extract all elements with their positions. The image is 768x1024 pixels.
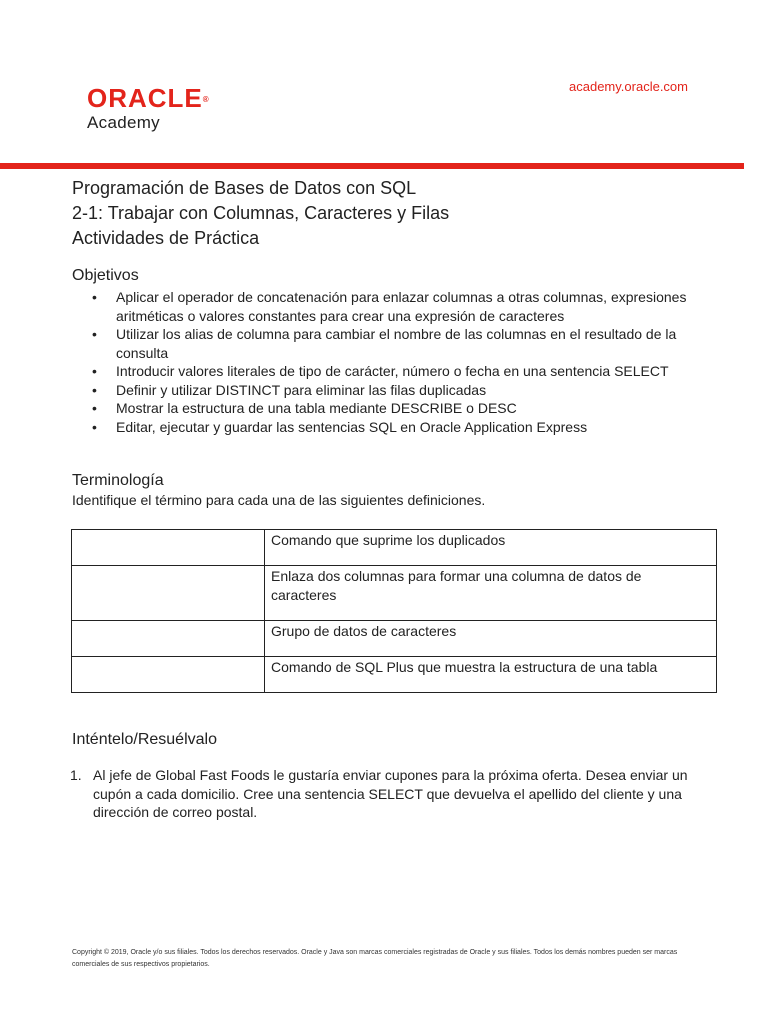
registered-mark: ®	[202, 95, 210, 104]
header-divider	[0, 163, 744, 169]
table-row	[72, 621, 717, 657]
list-item: • Editar, ejecutar y guardar las sentencias SQL en Oracle Application Express	[72, 418, 712, 437]
definition-cell: Grupo de datos de caracteres	[265, 621, 717, 657]
list-item	[72, 766, 712, 822]
term-answer-cell[interactable]	[72, 566, 265, 621]
logo-subtitle: Academy	[87, 113, 160, 132]
oracle-academy-logo	[87, 85, 210, 133]
objectives-heading: Objetivos	[72, 267, 139, 284]
term-answer-cell[interactable]	[72, 621, 265, 657]
document-titles	[72, 176, 449, 251]
list-item: • Mostrar la estructura de una tabla mediante DESCRIBE o DESC	[72, 399, 712, 418]
terminology-heading: Terminología	[72, 472, 164, 489]
list-item: • Definir y utilizar DISTINCT para eliminar las filas duplicadas	[72, 381, 712, 400]
table-row	[72, 657, 717, 693]
question-text: Al jefe de Global Fast Foods le gustaría enviar cupones para la próxima oferta. Desea enviar un cupón a cada domicilio. Cree una sentencia SELECT que devuelva el apellido del cliente y una dirección de correo postal.	[93, 767, 688, 820]
table-row	[72, 530, 717, 566]
question-number: 1.	[70, 767, 82, 783]
definition-cell: Enlaza dos columnas para formar una columna de datos de caracteres	[265, 566, 717, 621]
list-item: • Aplicar el operador de concatenación para enlazar columnas a otras columnas, expresiones aritméticas o valores constantes para crear una expresión de caracteres	[72, 288, 712, 325]
activity-title: Actividades de Práctica	[72, 228, 260, 248]
terminology-table	[71, 529, 717, 693]
term-answer-cell[interactable]	[72, 530, 265, 566]
list-item: • Utilizar los alias de columna para cambiar el nombre de las columnas en el resultado de la consulta	[72, 325, 712, 362]
lesson-title: 2-1: Trabajar con Columnas, Caracteres y Filas	[72, 203, 450, 223]
table-row	[72, 566, 717, 621]
practice-heading: Inténtelo/Resuélvalo	[72, 731, 217, 748]
definition-cell: Comando de SQL Plus que muestra la estructura de una tabla	[265, 657, 717, 693]
course-title: Programación de Bases de Datos con SQL	[72, 178, 417, 198]
practice-list	[72, 766, 712, 822]
definition-cell: Comando que suprime los duplicados	[265, 530, 717, 566]
objectives-list	[72, 288, 712, 436]
copyright-footer: Copyright © 2019, Oracle y/o sus filiales. Todos los derechos reservados. Oracle y Java son marcas comerciales registradas de Oracle y sus filiales. Todos los demás nombres pueden ser marcas comerciales de sus respectivos propietarios.	[72, 949, 678, 968]
term-answer-cell[interactable]	[72, 657, 265, 693]
list-item: • Introducir valores literales de tipo de carácter, número o fecha en una sentencia SELECT	[72, 362, 712, 381]
terminology-intro: Identifique el término para cada una de las siguientes definiciones.	[72, 492, 486, 508]
logo-brand: ORACLE®	[87, 83, 210, 113]
site-link[interactable]: academy.oracle.com	[569, 79, 688, 94]
